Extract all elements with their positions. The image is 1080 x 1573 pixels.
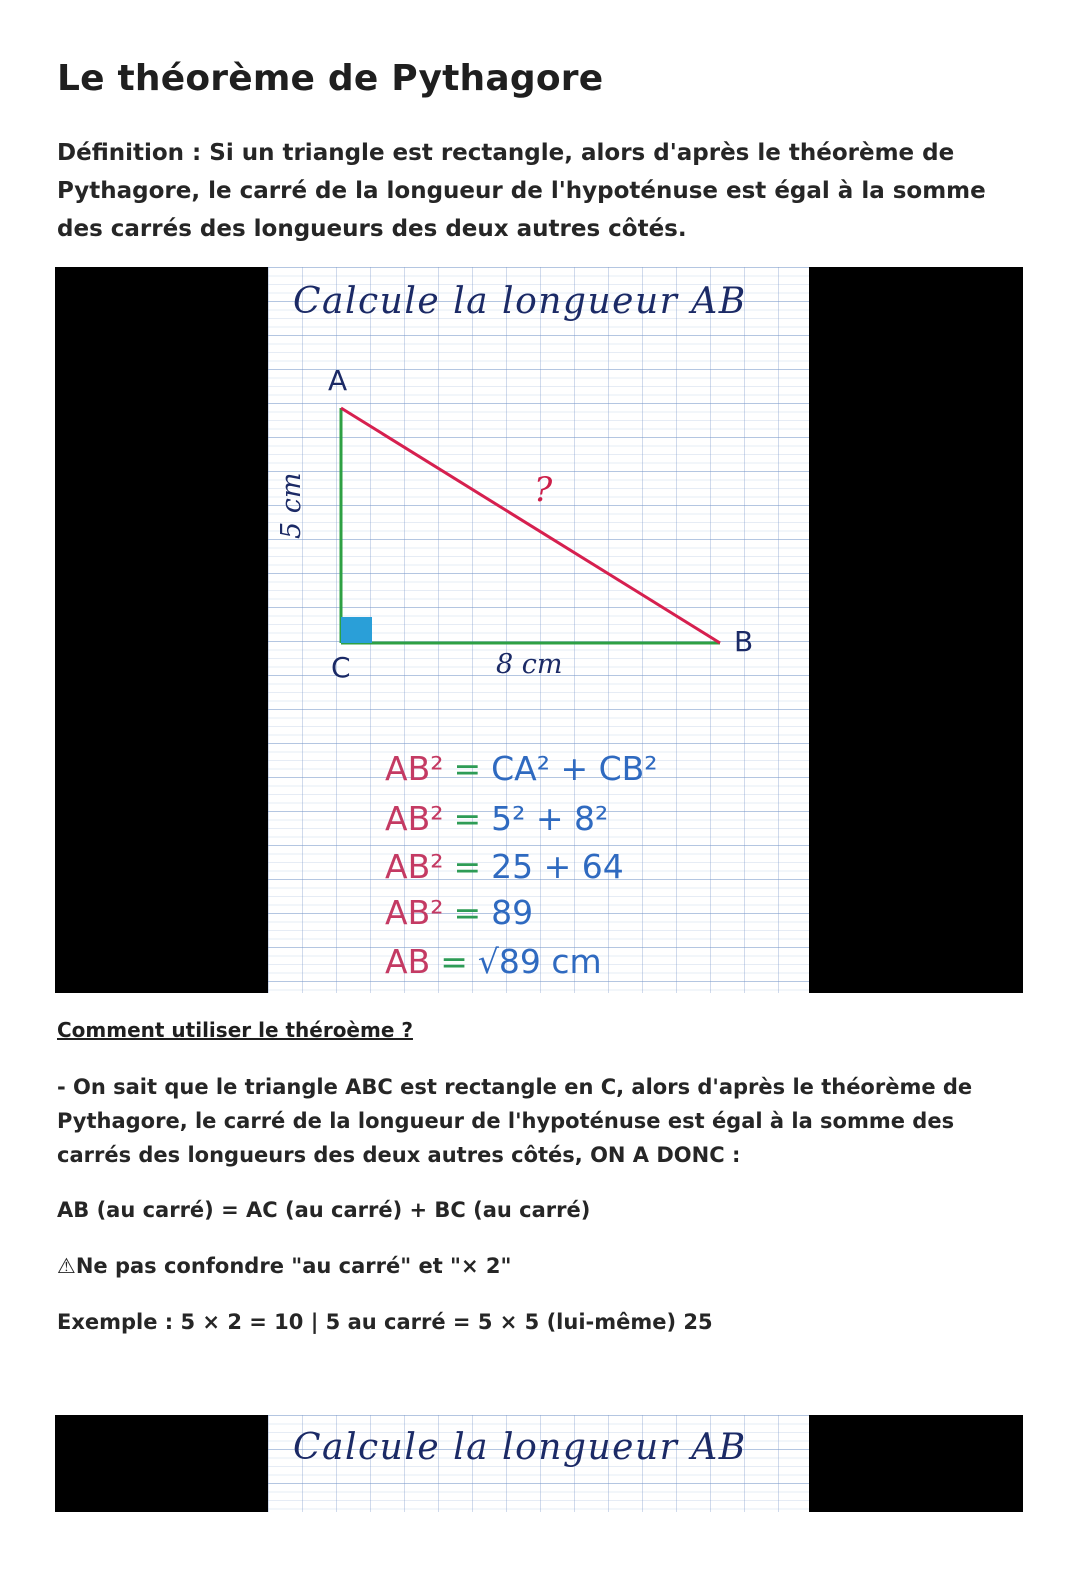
hypotenuse-ab xyxy=(341,408,720,643)
explanation-paragraph: - On sait que le triangle ABC est rectangle en C, alors d'après le théorème de Pythagore, le carré de la longueur de l'hypoténuse est égal à la somme des carrés des longueurs des deux autres côtés, ON A DONC : xyxy=(57,1075,973,1167)
right-angle-marker xyxy=(341,617,372,643)
example-text: Exemple : 5 × 2 = 10 | 5 au carré = 5 × 5 (lui-même) 25 xyxy=(57,1310,713,1334)
equation-line: AB² = 89 xyxy=(385,893,534,932)
vertex-b-label: B xyxy=(734,625,754,658)
page-title: Le théorème de Pythagore xyxy=(57,58,604,99)
side-ca-length: 5 cm xyxy=(276,472,307,539)
equation-line: AB² = CA² + CB² xyxy=(385,749,658,788)
section-heading: Comment utiliser le théroème ? xyxy=(57,1018,413,1042)
graph-paper xyxy=(268,267,809,993)
vertex-c-label: C xyxy=(331,651,351,684)
warning-text: ⚠Ne pas confondre "au carré" et "× 2" xyxy=(57,1254,512,1278)
exercise-image xyxy=(55,267,1023,993)
definition-text: Définition : Si un triangle est rectangle, alors d'après le théorème de Pythagore, le carré de la longueur de l'hypoténuse est égal à la somme des carrés des longueurs des deux autres côtés. xyxy=(57,140,986,242)
graph-paper xyxy=(268,1415,809,1512)
equation-line: AB² = 25 + 64 xyxy=(385,847,624,886)
side-cb-length: 8 cm xyxy=(496,649,563,680)
exercise-instruction: Calcule la longueur AB xyxy=(293,1427,747,1468)
exercise-image-2 xyxy=(55,1415,1023,1512)
vertex-a-label: A xyxy=(328,364,348,397)
unknown-length-mark: ? xyxy=(534,470,553,510)
equation-line: AB² = 5² + 8² xyxy=(385,799,609,838)
exercise-instruction: Calcule la longueur AB xyxy=(293,281,747,322)
formula-text: AB (au carré) = AC (au carré) + BC (au carré) xyxy=(57,1198,591,1222)
equation-line: AB = √89 cm xyxy=(385,942,602,981)
